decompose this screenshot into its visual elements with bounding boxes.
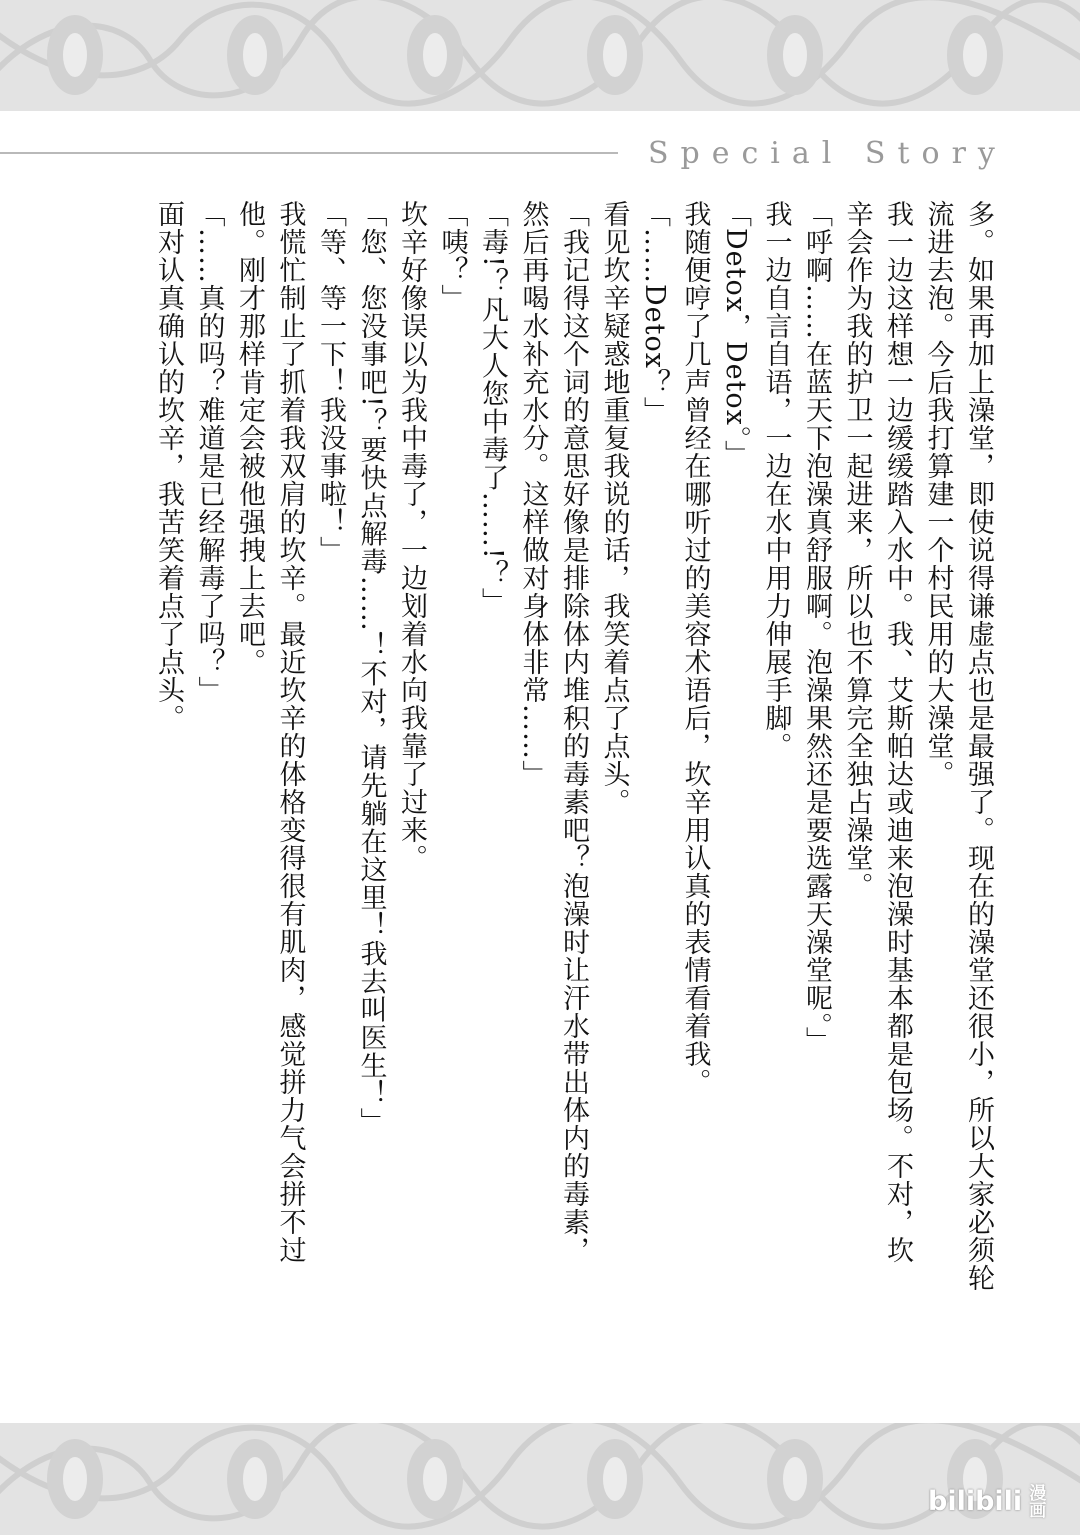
text-line: 流进去泡。今后我打算建一个村民用的大澡堂。 bbox=[922, 200, 954, 788]
bottom-decorative-band bbox=[0, 1423, 1080, 1535]
damask-pattern-bottom bbox=[0, 1423, 1080, 1535]
text-line: 「咦？」 bbox=[436, 200, 468, 312]
watermark-label: 漫画 bbox=[1025, 1484, 1046, 1518]
bilibili-watermark bbox=[928, 1474, 1068, 1528]
story-text bbox=[118, 200, 998, 1380]
header-rule bbox=[0, 152, 618, 154]
text-line: 「……真的吗？难道是已经解毒了吗？」 bbox=[193, 200, 225, 704]
damask-pattern-top bbox=[0, 0, 1080, 111]
text-line: 「等、等一下！我没事啦！」 bbox=[315, 200, 346, 564]
text-line: 多。如果再加上澡堂，即使说得谦虚点也是最强了。现在的澡堂还很小，所以大家必须轮 bbox=[963, 200, 994, 1292]
text-line: 「呼啊……在蓝天下泡澡真舒服啊。泡澡果然还是要选露天澡堂呢。」 bbox=[801, 200, 832, 1055]
text-line: 看见坎辛疑惑地重复我说的话，我笑着点了点头。 bbox=[598, 200, 630, 816]
top-decorative-band bbox=[0, 0, 1080, 111]
header-title: Special Story bbox=[648, 136, 1007, 171]
text-line: 「您、您没事吧!？要快点解毒……！不对，请先躺在这里！我去叫医生！」 bbox=[355, 200, 387, 1136]
text-line: 辛会作为我的护卫一起进来，所以也不算完全独占澡堂。 bbox=[841, 200, 873, 900]
text-line: 我一边自言自语，一边在水中用力伸展手脚。 bbox=[760, 200, 792, 760]
text-line: 「我记得这个词的意思好像是排除体内堆积的毒素吧？泡澡时让汗水带出体内的毒素， bbox=[558, 200, 589, 1264]
text-line: 我随便哼了几声曾经在哪听过的美容术语后，坎辛用认真的表情看着我。 bbox=[679, 200, 711, 1096]
text-line: 「Detox，Detox。」 bbox=[720, 200, 751, 469]
text-line: 我一边这样想一边缓缓踏入水中。我、艾斯帕达或迪来泡澡时基本都是包场。不对，坎 bbox=[882, 200, 913, 1264]
watermark-brand: bilibili bbox=[928, 1485, 1023, 1517]
text-line: 他。刚才那样肯定会被他强拽上去吧。 bbox=[234, 200, 265, 676]
text-line: 「毒!？凡大人您中毒了……!？」 bbox=[477, 200, 508, 616]
text-line: 面对认真确认的坎辛，我苦笑着点了点头。 bbox=[153, 200, 184, 732]
text-line: 「……Detox？」 bbox=[639, 200, 670, 425]
text-line: 我慌忙制止了抓着我双肩的坎辛。最近坎辛的体格变得很有肌肉，感觉拼力气会拼不过 bbox=[274, 200, 306, 1264]
text-line: 坎辛好像误以为我中毒了，一边划着水向我靠了过来。 bbox=[396, 200, 427, 872]
text-line: 然后再喝水补充水分。这样做对身体非常……」 bbox=[517, 200, 549, 788]
